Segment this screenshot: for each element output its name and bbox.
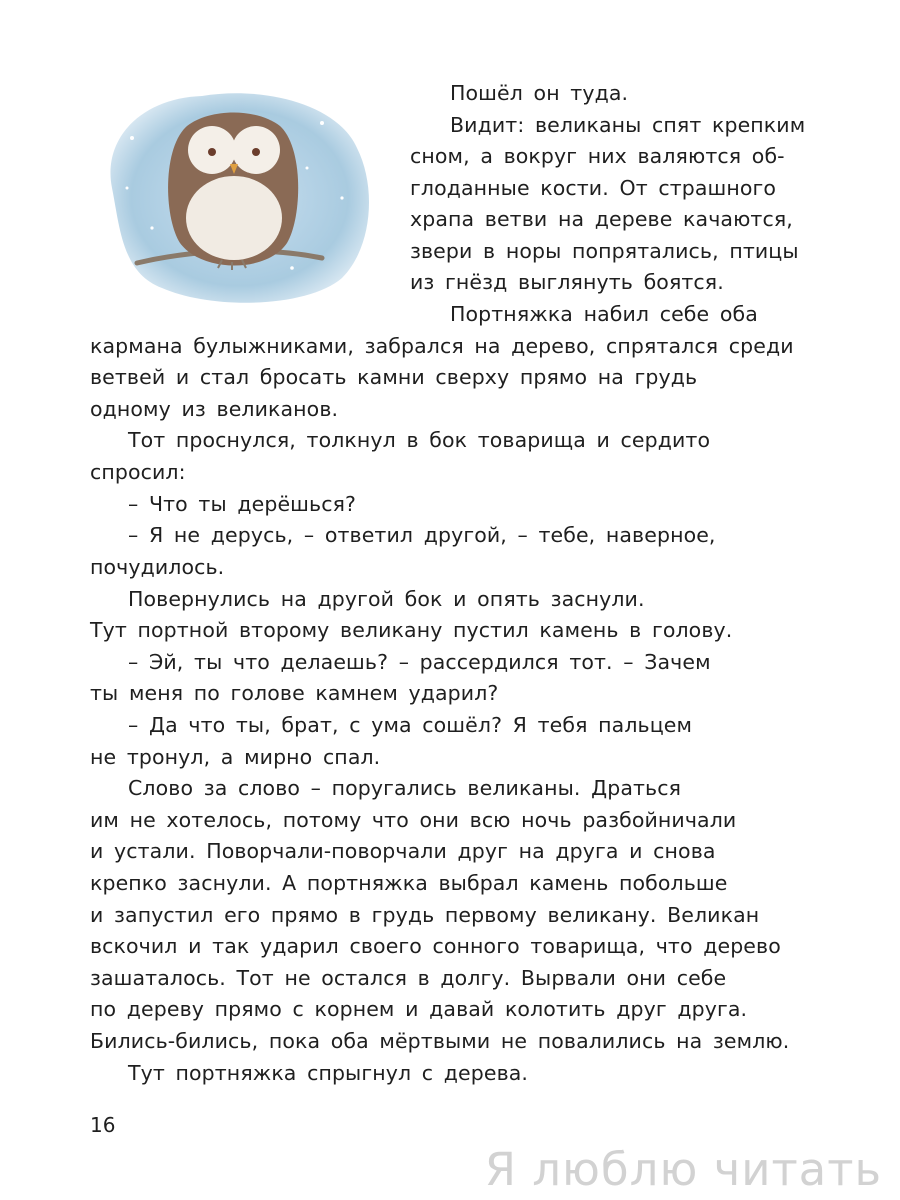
text-line: кармана булыжниками, забрался на дерево, спрятался среди [90,334,794,358]
owl-on-branch-icon [92,78,382,313]
text-line: им не хотелось, потому что они всю ночь разбойничали [90,808,737,832]
text-line: звери в норы попрятались, птицы [410,239,799,263]
text-line: Слово за слово – поругались великаны. Драться [128,776,682,800]
text-line: не тронул, а мирно спал. [90,745,381,769]
text-line: – Да что ты, брат, с ума сошёл? Я тебя пальцем [128,713,693,737]
text-line: Видит: великаны спят крепким [450,113,806,137]
text-line: ветвей и стал бросать камни сверху прямо на грудь [90,365,698,389]
watermark: Я люблю читать [484,1143,882,1196]
owl-illustration [92,78,382,313]
text-line: Тот проснулся, толкнул в бок товарища и сердито [128,428,711,452]
text-line: Портняжка набил себе оба [450,302,758,326]
text-line: храпа ветви на дереве качаются, [410,207,793,231]
text-line: – Я не дерусь, – ответил другой, – тебе, наверное, [128,523,716,547]
text-line: сном, а вокруг них валяются об- [410,144,785,168]
text-line: Тут портняжка спрыгнул с дерева. [128,1061,529,1085]
text-line: Бились-бились, пока оба мёртвыми не повалились на землю. [90,1029,790,1053]
text-line: Повернулись на другой бок и опять заснули. [128,587,645,611]
text-line: и устали. Поворчали-поворчали друг на друга и снова [90,839,716,863]
text-line: одному из великанов. [90,397,339,421]
text-line: Пошёл он туда. [450,81,629,105]
text-line: – Что ты дерёшься? [128,492,356,516]
text-line: ты меня по голове камнем ударил? [90,681,499,705]
page-number: 16 [90,1113,116,1137]
text-line: зашаталось. Тот не остался в долгу. Вырвали они себе [90,966,727,990]
text-line: почудилось. [90,555,225,579]
text-line: спросил: [90,460,186,484]
text-line: глоданные кости. От страшного [410,176,777,200]
text-line: – Эй, ты что делаешь? – рассердился тот. – Зачем [128,650,711,674]
text-line: и запустил его прямо в грудь первому великану. Великан [90,903,760,927]
text-line: вскочил и так ударил своего сонного товарища, что дерево [90,934,781,958]
text-line: из гнёзд выглянуть боятся. [410,270,724,294]
text-line: Тут портной второму великану пустил камень в голову. [90,618,733,642]
text-line: по дереву прямо с корнем и давай колотить друг друга. [90,997,748,1021]
text-line: крепко заснули. А портняжка выбрал камень побольше [90,871,728,895]
